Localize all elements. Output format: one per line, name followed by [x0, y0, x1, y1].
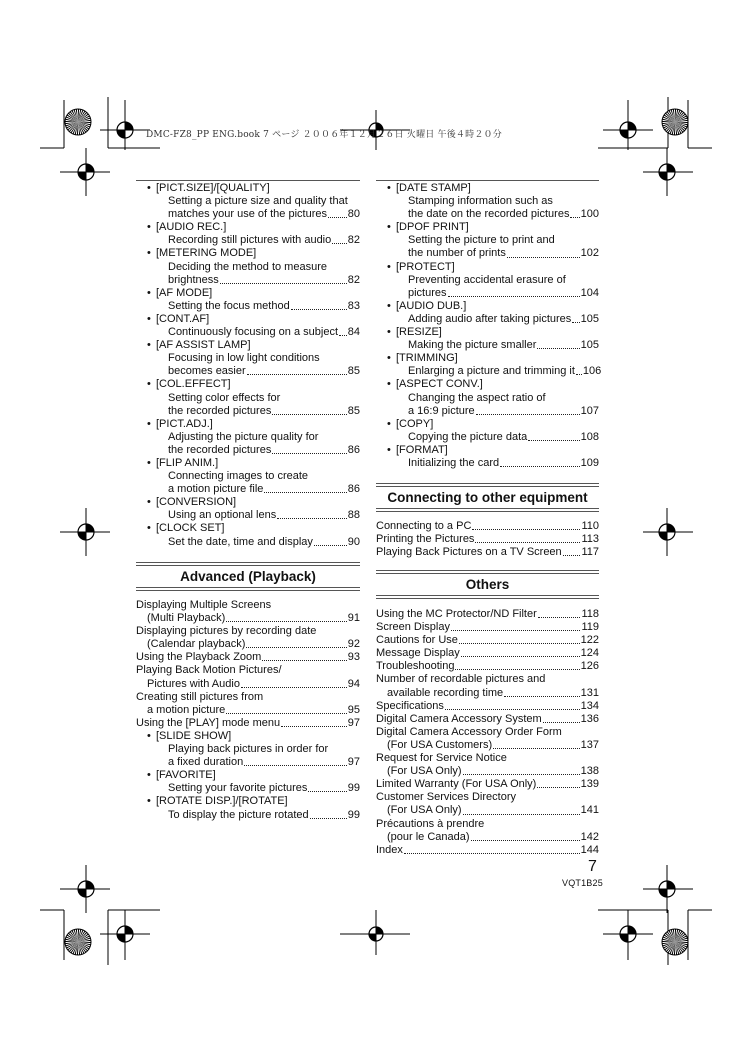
toc-connecting-list [376, 520, 599, 559]
toc-entry-row [147, 405, 360, 418]
toc-page-number: 142 [580, 830, 599, 843]
toc-entry [376, 660, 599, 673]
toc-entry [376, 546, 599, 559]
toc-entry-row [376, 533, 599, 546]
toc-entry-text: Making the picture smaller [408, 339, 537, 352]
toc-entry-heading: Number of recordable pictures and [376, 673, 546, 686]
toc-entry-heading: • [FAVORITE] [147, 769, 360, 782]
toc-entry-heading: • [SLIDE SHOW] [147, 730, 360, 743]
toc-entry-text: (For USA Customers) [387, 738, 493, 751]
toc-entry-row [147, 234, 360, 247]
toc-page-number: 107 [580, 404, 599, 417]
toc-entry-row [376, 765, 599, 778]
toc-page-number: 141 [580, 804, 599, 817]
toc-entry-row [387, 457, 599, 470]
toc-entry-row [147, 300, 360, 313]
toc-entry-row [136, 651, 360, 664]
toc-entry-heading: Creating still pictures from [136, 690, 264, 703]
toc-entry-heading: • [TRIMMING] [387, 352, 599, 365]
toc-entry-text: becomes easier [168, 365, 246, 378]
toc-entry-text: a 16:9 picture [408, 404, 475, 417]
toc-entry [136, 691, 360, 717]
toc-entry-text: Setting a picture size and quality that [168, 195, 348, 208]
toc-entry-heading: • [ROTATE DISP.]/[ROTATE] [147, 795, 360, 808]
toc-page-number: 108 [580, 430, 599, 443]
toc-entry [376, 726, 599, 752]
toc-advanced-playback [136, 599, 360, 822]
toc-entry-row [147, 756, 360, 769]
toc-page-number: 82 [347, 273, 360, 286]
toc-entry-text: Adding audio after taking pictures [408, 312, 572, 325]
toc-entry-text: Setting your favorite pictures [168, 782, 308, 795]
toc-entry-row [147, 365, 360, 378]
toc-entry-row [136, 704, 360, 717]
toc-playback-menu-list [376, 182, 602, 470]
dot-leader [339, 335, 347, 336]
toc-entry-text: Cautions for Use [376, 634, 458, 647]
toc-entry [136, 313, 360, 339]
dot-leader [308, 791, 346, 792]
top-rule-right [376, 180, 599, 181]
top-rule-left [136, 180, 360, 181]
toc-entry-row [376, 520, 599, 533]
toc-entry [136, 418, 360, 457]
toc-entry-text: Message Display [376, 647, 460, 660]
toc-page-number: 99 [347, 808, 360, 821]
toc-entry-text: (Calendar playback) [147, 638, 246, 651]
toc-entry [376, 182, 599, 221]
dot-leader [291, 309, 347, 310]
toc-entry-heading: • [PICT.ADJ.] [147, 418, 360, 431]
toc-entry-text: Connecting images to create [168, 470, 309, 483]
toc-entry [376, 608, 599, 621]
dot-leader [241, 687, 347, 688]
toc-entry-heading: Request for Service Notice [376, 752, 507, 765]
dot-leader [246, 647, 346, 648]
toc-entry-heading: • [PICT.SIZE]/[QUALITY] [147, 182, 360, 195]
toc-entry [136, 247, 360, 286]
dot-leader [537, 787, 579, 788]
toc-entry [136, 717, 360, 730]
toc-entry-text: Using the [PLAY] mode menu [136, 716, 281, 729]
toc-entry [136, 378, 360, 417]
dot-leader [493, 748, 580, 749]
toc-entry-text: Recording still pictures with audio [168, 234, 332, 247]
toc-entry-row [376, 804, 599, 817]
dot-leader [500, 466, 580, 467]
dot-leader [277, 518, 347, 519]
toc-right-column [376, 182, 602, 470]
toc-entry-text: available recording time [387, 686, 504, 699]
toc-entry-text: Copying the picture data [408, 430, 528, 443]
toc-entry-text: (pour le Canada) [387, 830, 470, 843]
toc-entry-text: Pictures with Audio [147, 677, 240, 690]
toc-page-number: 100 [580, 208, 599, 221]
toc-entry-heading: • [AF MODE] [147, 287, 360, 300]
toc-page-number: 104 [580, 286, 599, 299]
toc-entry-text: the recorded pictures [168, 404, 272, 417]
dot-leader [563, 555, 581, 556]
toc-entry-row [147, 274, 360, 287]
toc-entry-text: Focusing in low light conditions [168, 352, 320, 365]
toc-entry-text: matches your use of the pictures [168, 208, 327, 221]
toc-entry-row [376, 621, 599, 634]
toc-entry-row [376, 831, 599, 844]
toc-entry-row [147, 326, 360, 339]
toc-page-number: 82 [347, 234, 360, 247]
toc-entry-row [376, 739, 599, 752]
toc-entry [376, 700, 599, 713]
toc-page-number: 139 [580, 778, 599, 791]
toc-entry-row [376, 844, 599, 857]
toc-entry [376, 444, 599, 470]
dot-leader [244, 765, 347, 766]
toc-entry-text: Using the Playback Zoom [136, 651, 262, 664]
toc-entry [136, 625, 360, 651]
toc-entry-heading: Playing Back Motion Pictures/ [136, 664, 282, 677]
toc-entry [376, 713, 599, 726]
book-header-line: DMC-FZ8_PP ENG.book 7 ページ ２００６年１２月２６日 火曜日 午後４時２０分 [146, 130, 502, 140]
dot-leader [528, 440, 579, 441]
toc-entry-text: (For USA Only) [387, 765, 462, 778]
toc-entry-heading: • [AUDIO DUB.] [387, 300, 599, 313]
dot-leader [310, 818, 347, 819]
toc-entry-text: (Multi Playback) [147, 612, 226, 625]
dot-leader [226, 621, 347, 622]
toc-entry-row [376, 713, 599, 726]
toc-advanced-playback-list [136, 599, 360, 822]
toc-entry [136, 664, 360, 690]
section-header-advanced-playback [136, 562, 360, 591]
toc-others [376, 608, 599, 857]
toc-entry [376, 520, 599, 533]
toc-entry-row [376, 687, 599, 700]
toc-entry-text: the number of prints [408, 247, 506, 260]
toc-entry-row [147, 483, 360, 496]
toc-page-number: 124 [580, 647, 599, 660]
dot-leader [314, 545, 347, 546]
dot-leader [537, 348, 579, 349]
toc-others-list [376, 608, 599, 857]
toc-entry-text: To display the picture rotated [168, 808, 309, 821]
toc-entry [136, 496, 360, 522]
document-code: VQT1B25 [562, 878, 603, 888]
toc-entry-heading: Digital Camera Accessory Order Form [376, 725, 562, 738]
toc-page-number: 94 [347, 677, 360, 690]
toc-entry-text: Setting the focus method [168, 299, 290, 312]
toc-entry-heading: • [DATE STAMP] [387, 182, 599, 195]
dot-leader [538, 617, 581, 618]
toc-entry-heading: • [COL.EFFECT] [147, 378, 360, 391]
section-title: Connecting to other equipment [376, 486, 599, 509]
dot-leader [471, 840, 580, 841]
toc-entry-text: Continuously focusing on a subject [168, 326, 338, 339]
toc-page-number: 110 [581, 520, 599, 532]
dot-leader [332, 243, 347, 244]
toc-entry-row [387, 365, 602, 378]
toc-entry-heading: • [FORMAT] [387, 444, 599, 457]
dot-leader [570, 217, 579, 218]
toc-page-number: 117 [581, 546, 599, 559]
toc-entry-row [387, 431, 599, 444]
dot-leader [247, 374, 347, 375]
toc-entry [376, 647, 599, 660]
dot-leader [455, 669, 579, 670]
toc-entry-heading: • [RESIZE] [387, 326, 599, 339]
toc-page-number: 88 [347, 509, 360, 522]
toc-entry-text: Enlarging a picture and trimming it [408, 365, 575, 378]
page-number: 7 [588, 858, 597, 875]
dot-leader [281, 726, 347, 727]
toc-entry-text: Stamping information such as [408, 195, 553, 208]
toc-entry-text: Specifications [376, 699, 444, 712]
toc-page-number: 91 [347, 612, 360, 625]
toc-entry-text: the date on the recorded pictures [408, 208, 570, 221]
toc-entry-text: Playing back pictures in order for [168, 743, 329, 756]
toc-entry-row [387, 313, 599, 326]
dot-leader [272, 414, 346, 415]
toc-entry-row [376, 634, 599, 647]
toc-entry-text: pictures [408, 286, 447, 299]
dot-leader [220, 283, 347, 284]
toc-entry-row [147, 809, 360, 822]
toc-entry [376, 418, 599, 444]
dot-leader [475, 542, 580, 543]
toc-page-number: 83 [347, 299, 360, 312]
toc-page-number: 85 [347, 365, 360, 378]
toc-entry-row [147, 208, 360, 221]
toc-entry [136, 651, 360, 664]
toc-entry-row [387, 208, 599, 221]
toc-page-number: 86 [347, 483, 360, 496]
toc-entry-text: Using an optional lens [168, 509, 277, 522]
toc-entry-heading: • [AF ASSIST LAMP] [147, 339, 360, 352]
toc-page-number: 86 [347, 443, 360, 456]
toc-entry-heading: Customer Services Directory [376, 791, 516, 804]
toc-entry-heading: • [CONT.AF] [147, 313, 360, 326]
toc-entry-text: a motion picture [147, 703, 226, 716]
section-header-others [376, 570, 599, 599]
toc-entry-row [376, 608, 599, 621]
dot-leader [445, 709, 580, 710]
toc-entry [376, 818, 599, 844]
toc-entry [376, 778, 599, 791]
toc-page-number: 95 [347, 703, 360, 716]
dot-leader [448, 296, 580, 297]
toc-entry-heading: • [CLOCK SET] [147, 522, 360, 535]
toc-entry [376, 261, 599, 300]
toc-entry-row [376, 778, 599, 791]
toc-page-number: 119 [581, 621, 599, 634]
toc-entry-text: Deciding the method to measure [168, 260, 327, 273]
toc-page-number: 99 [347, 782, 360, 795]
toc-entry-row [387, 339, 599, 352]
toc-entry [136, 522, 360, 548]
toc-entry-row [136, 638, 360, 651]
toc-entry-row [147, 509, 360, 522]
toc-page-number: 131 [580, 686, 599, 699]
toc-page-number: 138 [580, 765, 599, 778]
dot-leader [504, 696, 579, 697]
toc-entry-text: Set the date, time and display [168, 535, 313, 548]
toc-entry [376, 221, 599, 260]
toc-entry-row [147, 536, 360, 549]
toc-entry [136, 599, 360, 625]
toc-page-number: 126 [580, 660, 599, 673]
dot-leader [472, 529, 580, 530]
toc-entry-text: Digital Camera Accessory System [376, 712, 542, 725]
toc-entry-heading: • [FLIP ANIM.] [147, 457, 360, 470]
section-title: Others [376, 573, 599, 596]
toc-entry-text: a fixed duration [168, 756, 244, 769]
dot-leader [463, 814, 580, 815]
toc-page-number: 84 [347, 326, 360, 339]
dot-leader [461, 656, 580, 657]
toc-entry [376, 621, 599, 634]
toc-entry-text: the recorded pictures [168, 443, 272, 456]
toc-entry-heading: • [METERING MODE] [147, 247, 360, 260]
toc-entry [376, 352, 602, 378]
dot-leader [272, 453, 346, 454]
toc-entry-heading: Displaying pictures by recording date [136, 625, 317, 638]
toc-entry-row [376, 660, 599, 673]
dot-leader [328, 217, 347, 218]
dot-leader [463, 774, 580, 775]
toc-page-number: 97 [347, 716, 360, 729]
toc-page-number: 93 [347, 651, 360, 664]
dot-leader [451, 630, 580, 631]
toc-entry-text: Using the MC Protector/ND Filter [376, 608, 537, 620]
toc-entry-heading: • [DPOF PRINT] [387, 221, 599, 234]
toc-entry [376, 378, 599, 417]
toc-entry-row [387, 247, 599, 260]
toc-page-number: 105 [580, 312, 599, 325]
toc-entry-row [136, 717, 360, 730]
toc-entry [136, 795, 360, 821]
toc-page-number: 134 [580, 699, 599, 712]
toc-entry [376, 844, 599, 857]
toc-entry-text: a motion picture file [168, 483, 264, 496]
section-header-connecting [376, 483, 599, 512]
toc-page-number: 97 [347, 756, 360, 769]
toc-page-number: 92 [347, 638, 360, 651]
toc-entry-text: Playing Back Pictures on a TV Screen [376, 546, 562, 559]
toc-entry-row [136, 678, 360, 691]
toc-entry-heading: • [COPY] [387, 418, 599, 431]
toc-entry [136, 221, 360, 247]
dot-leader [264, 492, 346, 493]
toc-entry-row [147, 782, 360, 795]
toc-entry-row [387, 405, 599, 418]
toc-entry-text: Printing the Pictures [376, 533, 475, 546]
toc-page-number: 90 [347, 535, 360, 548]
toc-connecting [376, 520, 599, 559]
dot-leader [459, 643, 580, 644]
toc-page-number: 113 [581, 533, 599, 546]
dot-leader [404, 853, 580, 854]
toc-page-number: 80 [347, 208, 360, 221]
toc-entry [136, 769, 360, 795]
toc-entry [136, 457, 360, 496]
toc-entry [136, 339, 360, 378]
toc-entry-heading: • [CONVERSION] [147, 496, 360, 509]
toc-entry-text: Connecting to a PC [376, 520, 472, 532]
toc-page-number: 85 [347, 404, 360, 417]
toc-entry-text: Index [376, 843, 403, 856]
toc-entry-heading: Précautions à prendre [376, 817, 485, 830]
toc-entry-text: Limited Warranty (For USA Only) [376, 778, 537, 791]
toc-entry-row [376, 546, 599, 559]
toc-entry-text: Screen Display [376, 621, 450, 634]
dot-leader [507, 257, 580, 258]
dot-leader [543, 722, 580, 723]
toc-page-number: 106 [582, 365, 602, 378]
toc-entry-row [387, 287, 599, 300]
toc-entry-heading: • [PROTECT] [387, 261, 599, 274]
toc-page-number: 122 [580, 634, 599, 647]
toc-page-number: 109 [580, 456, 599, 469]
toc-entry-text: brightness [168, 273, 219, 286]
toc-entry-text: Changing the aspect ratio of [408, 391, 546, 404]
toc-entry-row [376, 700, 599, 713]
toc-entry-heading: Displaying Multiple Screens [136, 599, 272, 611]
toc-page-number: 102 [580, 247, 599, 260]
toc-entry [136, 182, 360, 221]
toc-entry-text: Setting color effects for [168, 391, 281, 404]
toc-page-number: 105 [580, 339, 599, 352]
toc-entry-row [136, 612, 360, 625]
toc-entry [376, 533, 599, 546]
toc-entry [376, 791, 599, 817]
dot-leader [572, 322, 579, 323]
section-title: Advanced (Playback) [136, 565, 360, 588]
toc-entry-heading: • [ASPECT CONV.] [387, 378, 599, 391]
toc-page-number: 118 [581, 608, 599, 620]
toc-entry [376, 673, 599, 699]
toc-entry-text: Preventing accidental erasure of [408, 273, 566, 286]
toc-page-number: 137 [580, 738, 599, 751]
toc-page-number: 136 [580, 712, 599, 725]
toc-entry-text: Adjusting the picture quality for [168, 430, 319, 443]
toc-entry [376, 326, 599, 352]
toc-left-column [136, 182, 360, 549]
dot-leader [262, 660, 346, 661]
dot-leader [576, 374, 582, 375]
toc-entry [136, 730, 360, 769]
toc-recording-menu-list [136, 182, 360, 549]
dot-leader [226, 713, 346, 714]
toc-entry-row [376, 647, 599, 660]
dot-leader [476, 414, 580, 415]
toc-entry [136, 287, 360, 313]
toc-page-number: 144 [580, 843, 599, 856]
toc-entry [376, 300, 599, 326]
toc-entry-heading: • [AUDIO REC.] [147, 221, 360, 234]
toc-entry-text: Troubleshooting [376, 660, 455, 673]
toc-entry [376, 634, 599, 647]
toc-entry-text: Setting the picture to print and [408, 234, 555, 247]
toc-entry-row [147, 444, 360, 457]
toc-entry-text: (For USA Only) [387, 804, 462, 817]
toc-entry-text: Initializing the card [408, 456, 500, 469]
toc-entry [376, 752, 599, 778]
